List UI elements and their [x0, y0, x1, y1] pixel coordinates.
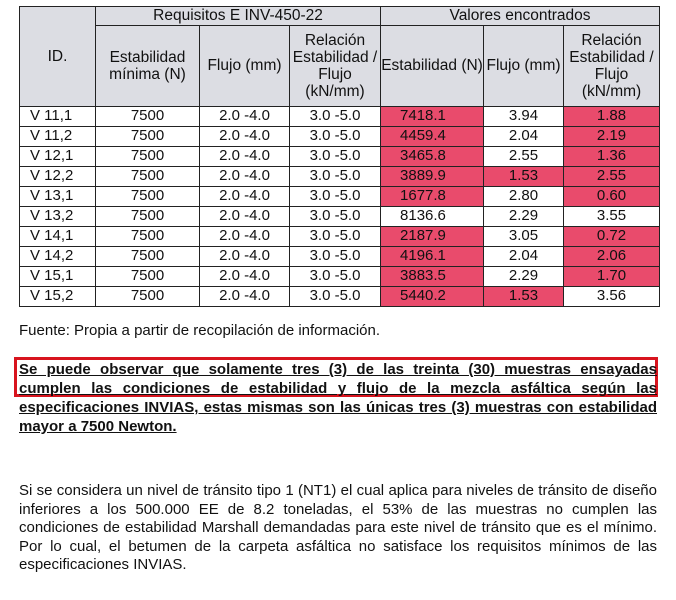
cell-ratio-req: 3.0 -5.0 [290, 267, 381, 287]
cell-stab-min: 7500 [96, 287, 200, 307]
cell-flow-req: 2.0 -4.0 [200, 147, 290, 167]
table-row [20, 187, 660, 207]
cell-ratio-found: 2.06 [564, 247, 660, 267]
cell-stab-found: 1677.8 [381, 187, 484, 207]
cell-ratio-req: 3.0 -5.0 [290, 127, 381, 147]
cell-ratio-found: 3.55 [564, 207, 660, 227]
cell-stab-min: 7500 [96, 167, 200, 187]
cell-stab-min: 7500 [96, 247, 200, 267]
results-table [19, 6, 660, 307]
cell-id: V 15,2 [20, 287, 96, 307]
cell-id: V 13,2 [20, 207, 96, 227]
cell-stab-found: 4459.4 [381, 127, 484, 147]
ratio-found-header: Relación Estabilidad / Flujo (kN/mm) [564, 26, 660, 107]
cell-ratio-req: 3.0 -5.0 [290, 287, 381, 307]
flow-found-header: Flujo (mm) [484, 26, 564, 107]
highlighted-paragraph: Se puede observar que solamente tres (3) de las treinta (30) muestras ensayadas cumplen las condiciones de estabilidad y flujo de la mezcla asfáltica según las especificaciones INVIAS, estas mismas son las únicas tres (3) muestras con estabilidad mayor a 7500 Newton. [19, 361, 657, 435]
table-row [20, 127, 660, 147]
cell-flow-req: 2.0 -4.0 [200, 107, 290, 127]
cell-flow-found: 2.29 [484, 267, 564, 287]
cell-stab-found: 4196.1 [381, 247, 484, 267]
cell-stab-found: 8136.6 [381, 207, 484, 227]
cell-id: V 14,2 [20, 247, 96, 267]
cell-flow-req: 2.0 -4.0 [200, 247, 290, 267]
cell-stab-found: 2187.9 [381, 227, 484, 247]
cell-flow-found: 2.04 [484, 127, 564, 147]
cell-ratio-found: 3.56 [564, 287, 660, 307]
cell-id: V 13,1 [20, 187, 96, 207]
cell-ratio-found: 2.55 [564, 167, 660, 187]
cell-stab-found: 3889.9 [381, 167, 484, 187]
cell-ratio-req: 3.0 -5.0 [290, 187, 381, 207]
cell-flow-found: 3.94 [484, 107, 564, 127]
table-row [20, 227, 660, 247]
cell-flow-found: 1.53 [484, 287, 564, 307]
cell-stab-min: 7500 [96, 107, 200, 127]
cell-ratio-found: 0.60 [564, 187, 660, 207]
cell-id: V 12,1 [20, 147, 96, 167]
flow-req-header: Flujo (mm) [200, 26, 290, 107]
id-header: ID. [20, 7, 96, 107]
cell-flow-req: 2.0 -4.0 [200, 207, 290, 227]
cell-flow-found: 3.05 [484, 227, 564, 247]
cell-ratio-found: 1.70 [564, 267, 660, 287]
stab-found-header: Estabilidad (N) [381, 26, 484, 107]
cell-ratio-req: 3.0 -5.0 [290, 107, 381, 127]
cell-flow-req: 2.0 -4.0 [200, 227, 290, 247]
cell-ratio-found: 0.72 [564, 227, 660, 247]
cell-id: V 11,2 [20, 127, 96, 147]
requirements-group-header: Requisitos E INV-450-22 [96, 7, 381, 26]
cell-ratio-found: 2.19 [564, 127, 660, 147]
table-row [20, 107, 660, 127]
cell-stab-min: 7500 [96, 147, 200, 167]
cell-flow-req: 2.0 -4.0 [200, 187, 290, 207]
cell-id: V 15,1 [20, 267, 96, 287]
cell-id: V 14,1 [20, 227, 96, 247]
cell-flow-found: 2.04 [484, 247, 564, 267]
table-row [20, 147, 660, 167]
cell-stab-found: 5440.2 [381, 287, 484, 307]
cell-flow-req: 2.0 -4.0 [200, 127, 290, 147]
source-note: Fuente: Propia a partir de recopilación de información. [19, 322, 381, 339]
cell-stab-found: 3465.8 [381, 147, 484, 167]
cell-id: V 11,1 [20, 107, 96, 127]
table-row [20, 207, 660, 227]
cell-stab-min: 7500 [96, 267, 200, 287]
cell-id: V 12,2 [20, 167, 96, 187]
table-row [20, 167, 660, 187]
cell-stab-min: 7500 [96, 127, 200, 147]
cell-stab-min: 7500 [96, 227, 200, 247]
cell-ratio-req: 3.0 -5.0 [290, 227, 381, 247]
cell-flow-found: 1.53 [484, 167, 564, 187]
cell-stab-min: 7500 [96, 207, 200, 227]
ratio-req-header: Relación Estabilidad / Flujo (kN/mm) [290, 26, 381, 107]
table-row [20, 287, 660, 307]
table-row [20, 247, 660, 267]
cell-flow-found: 2.55 [484, 147, 564, 167]
cell-ratio-found: 1.88 [564, 107, 660, 127]
cell-ratio-req: 3.0 -5.0 [290, 167, 381, 187]
cell-ratio-req: 3.0 -5.0 [290, 207, 381, 227]
cell-flow-req: 2.0 -4.0 [200, 267, 290, 287]
cell-flow-req: 2.0 -4.0 [200, 287, 290, 307]
stab-min-header: Estabilidad mínima (N) [96, 26, 200, 107]
found-group-header: Valores encontrados [381, 7, 660, 26]
cell-stab-found: 3883.5 [381, 267, 484, 287]
cell-ratio-req: 3.0 -5.0 [290, 247, 381, 267]
table-body [20, 107, 660, 307]
cell-ratio-found: 1.36 [564, 147, 660, 167]
cell-stab-found: 7418.1 [381, 107, 484, 127]
body-paragraph: Si se considera un nivel de tránsito tipo 1 (NT1) el cual aplica para niveles de tránsito de diseño inferiores a los 500.000 EE de 8.2 toneladas, el 53% de las muestras no cumplen las condiciones de estabilidad Marshall demandadas para este nivel de tránsito que es el mínimo. Por lo cual, el betumen de la carpeta asfáltica no satisface los requisitos mínimos de las especificaciones INVIAS. [19, 482, 657, 573]
cell-stab-min: 7500 [96, 187, 200, 207]
cell-ratio-req: 3.0 -5.0 [290, 147, 381, 167]
table-row [20, 267, 660, 287]
cell-flow-found: 2.29 [484, 207, 564, 227]
cell-flow-req: 2.0 -4.0 [200, 167, 290, 187]
cell-flow-found: 2.80 [484, 187, 564, 207]
